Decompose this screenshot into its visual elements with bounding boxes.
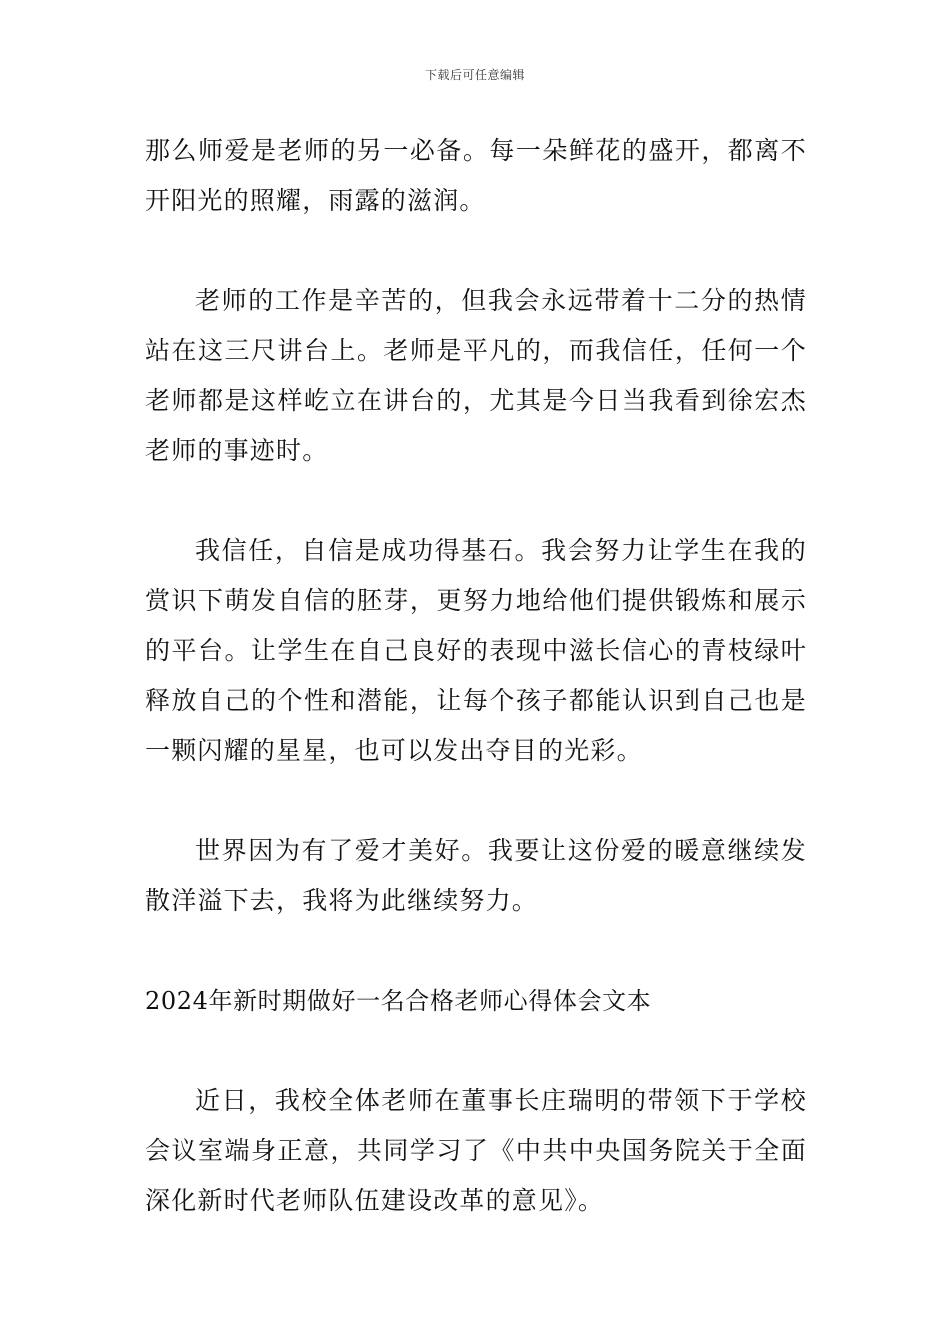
document-body [145, 126, 807, 1226]
paragraph: 近日，我校全体老师在董事长庄瑞明的带领下于学校会议室端身正意，共同学习了《中共中央国务院关于全面深化新时代老师队伍建设改革的意见》。 [145, 1086, 807, 1215]
paragraph: 老师的工作是辛苦的，但我会永远带着十二分的热情站在这三尺讲台上。老师是平凡的，而我信任，任何一个老师都是这样屹立在讲台的，尤其是今日当我看到徐宏杰老师的事迹时。 [145, 286, 807, 465]
paragraph-continued: 那么师爱是老师的另一必备。每一朵鲜花的盛开，都离不开阳光的照耀，雨露的滋润。 [145, 136, 807, 215]
header-note: 下载后可任意编辑 [424, 68, 525, 82]
paragraph: 世界因为有了爱才美好。我要让这份爱的暖意继续发散洋溢下去，我将为此继续努力。 [145, 836, 807, 915]
paragraph: 我信任，自信是成功得基石。我会努力让学生在我的赏识下萌发自信的胚芽，更努力地给他们提供锻炼和展示的平台。让学生在自己良好的表现中滋长信心的青枝绿叶释放自己的个性和潜能，让每个孩子都能认识到自己也是一颗闪耀的星星，也可以发出夺目的光彩。 [145, 536, 807, 765]
section-title: 2024年新时期做好一名合格老师心得体会文本 [145, 987, 652, 1015]
